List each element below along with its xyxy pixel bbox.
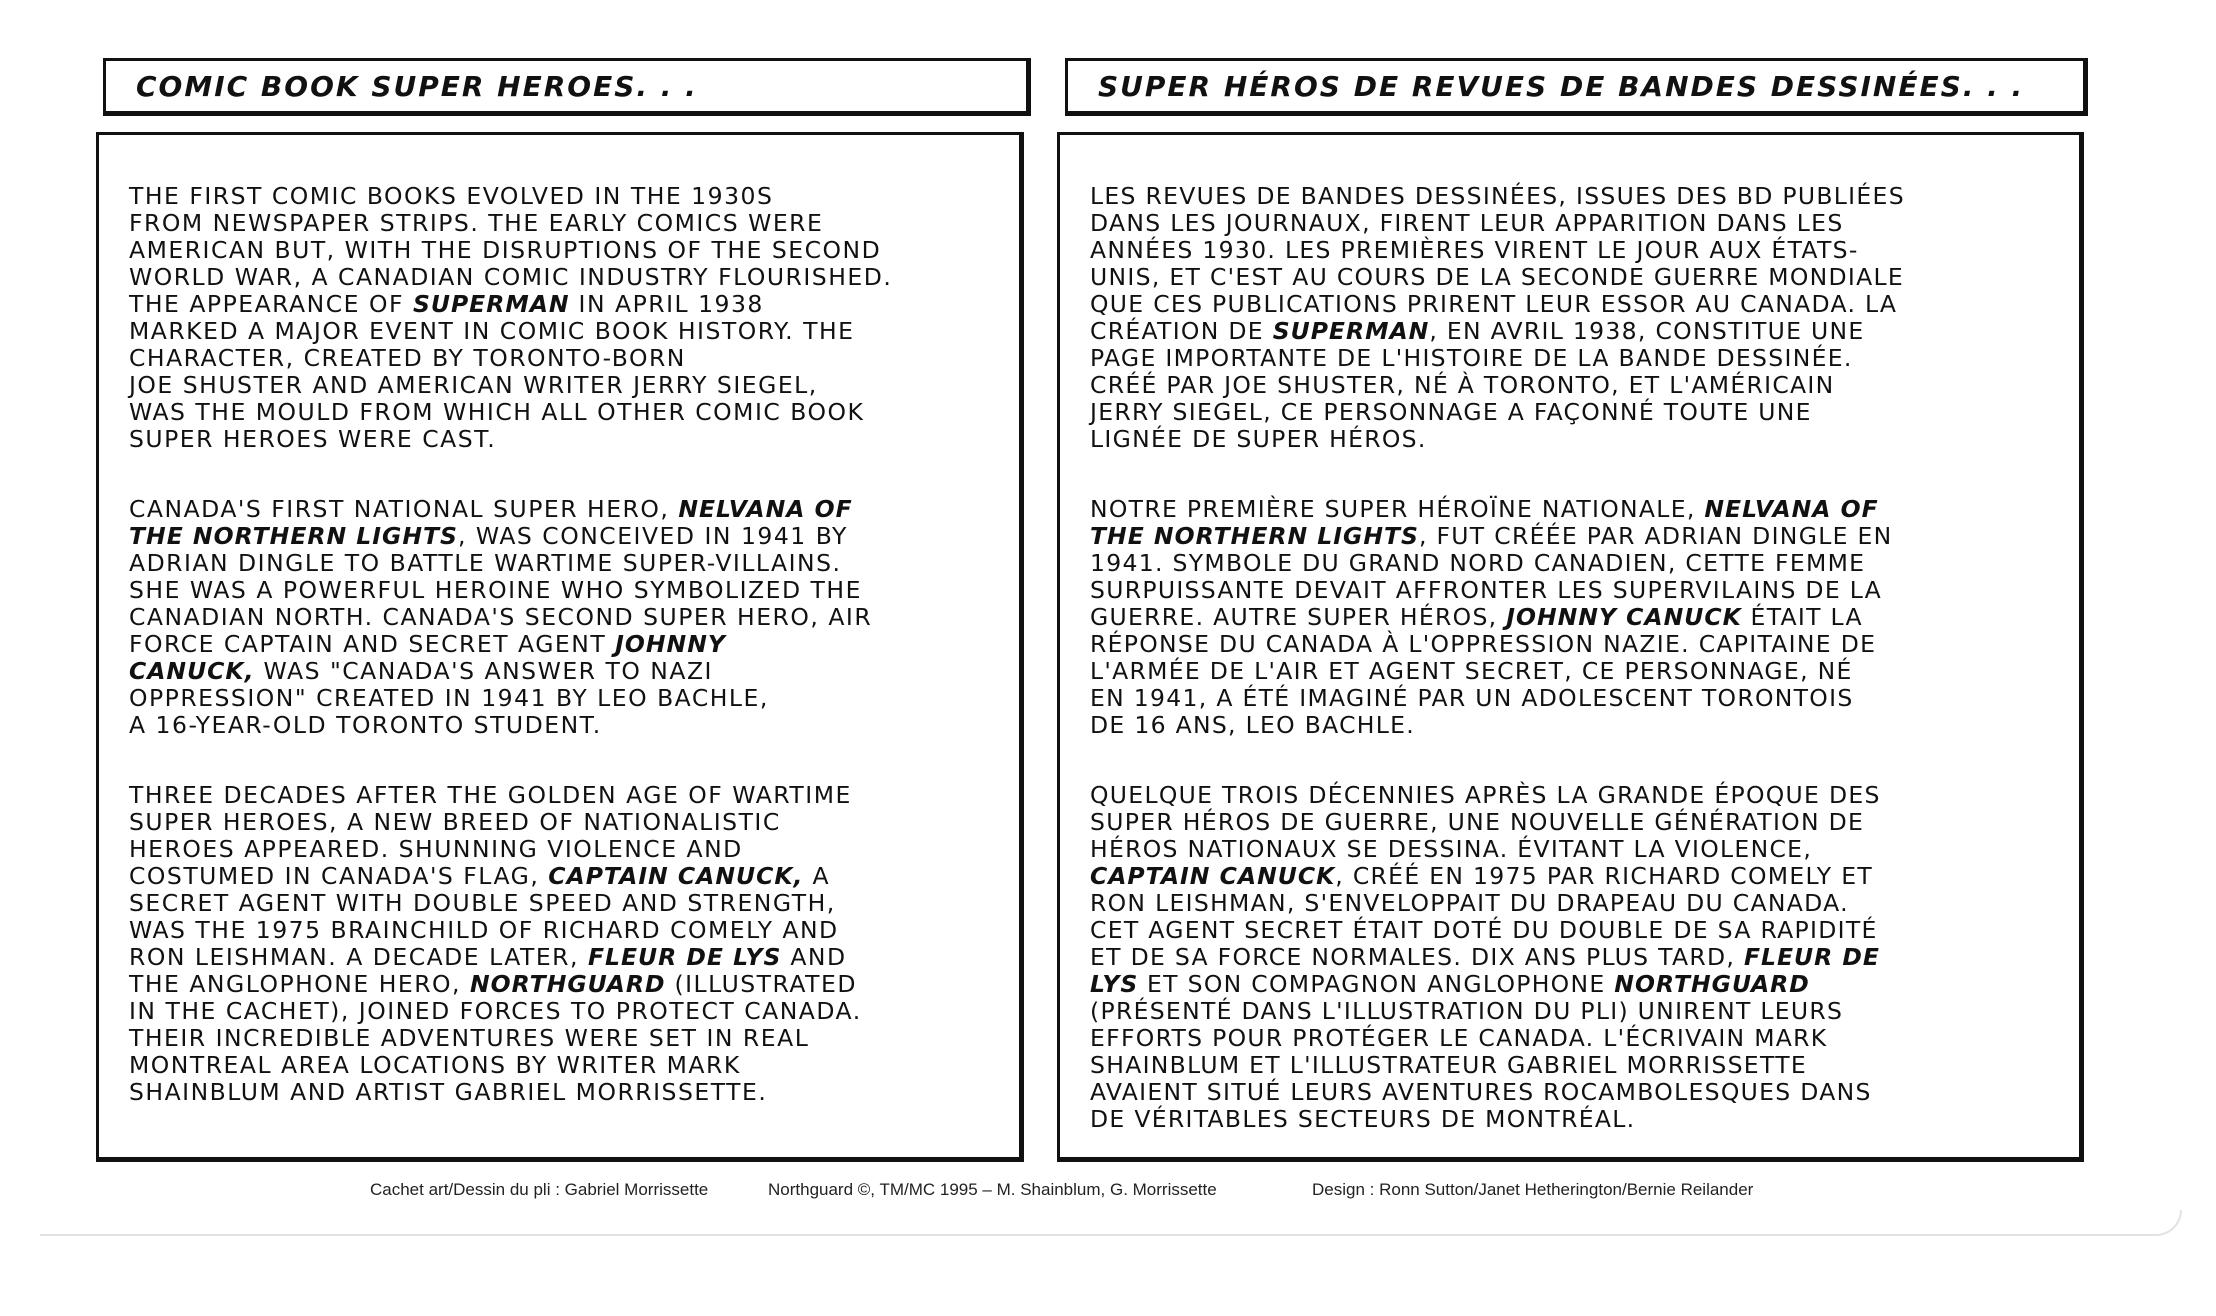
paragraph-text: LES REVUES DE BANDES DESSINÉES, ISSUES DES BD PUBLIÉES DANS LES JOURNAUX, FIRENT LEUR APPARITION DANS LES ANNÉES 1930. LES PREMIÈRES VIRENT LE JOUR AUX ÉTATS- UNIS, ET C'EST AU COURS DE LA SECONDE GUERRE MONDIALE QUE CES PUBLICATIONS PRIRENT LEUR ESSOR AU CANADA. LA CRÉATION DE <box>1090 182 1905 345</box>
hero-name: JOHNNY CANUCK, <box>129 630 726 685</box>
french-paragraph <box>1090 183 2051 453</box>
french-text-box <box>1057 132 2084 1162</box>
hero-name: NELVANA OF THE NORTHERN LIGHTS <box>129 495 853 550</box>
design-credit: Design : Ronn Sutton/Janet Hetherington/Bernie Reilander <box>1312 1180 1754 1199</box>
paragraph-text: NOTRE PREMIÈRE SUPER HÉROÏNE NATIONALE, <box>1090 495 1705 523</box>
paragraph-text: , CRÉÉ EN 1975 PAR RICHARD COMELY ET RON LEISHMAN, S'ENVELOPPAIT DU DRAPEAU DU CANADA. CET AGENT SECRET ÉTAIT DOTÉ DU DOUBLE DE SA RAPIDITÉ ET DE SA FORCE NORMALES. DIX ANS PLUS TARD, <box>1090 862 1878 971</box>
paragraph-text: THREE DECADES AFTER THE GOLDEN AGE OF WARTIME SUPER HEROES, A NEW BREED OF NATIONALISTIC HEROES APPEARED. SHUNNING VIOLENCE AND COSTUMED IN CANADA'S FLAG, <box>129 781 852 890</box>
hero-name: CAPTAIN CANUCK <box>1090 862 1336 890</box>
paragraph-text: , WAS CONCEIVED IN 1941 BY ADRIAN DINGLE TO BATTLE WARTIME SUPER-VILLAINS. SHE WAS A POWERFUL HEROINE WHO SYMBOLIZED THE CANADIAN NORTH. CANADA'S SECOND SUPER HERO, AIR FORCE CAPTAIN AND SECRET AGENT <box>129 522 873 658</box>
paragraph-text: ET SON COMPAGNON ANGLOPHONE <box>1138 970 1615 998</box>
paragraph-text: IN APRIL 1938 MARKED A MAJOR EVENT IN COMIC BOOK HISTORY. THE CHARACTER, CREATED BY TORONTO-BORN JOE SHUSTER AND AMERICAN WRITER JERRY SIEGEL, WAS THE MOULD FROM WHICH ALL OTHER COMIC BOOK SUPER HEROES WERE CAST. <box>129 290 865 453</box>
copyright-credit: Northguard ©, TM/MC 1995 – M. Shainblum, G. Morrissette <box>768 1180 1217 1199</box>
english-paragraph <box>129 183 991 453</box>
paragraph-text: CANADA'S FIRST NATIONAL SUPER HERO, <box>129 495 679 523</box>
english-title-box <box>103 58 1031 116</box>
english-text-box <box>96 132 1024 1162</box>
paragraph-text: ÉTAIT LA RÉPONSE DU CANADA À L'OPPRESSION NAZIE. CAPITAINE DE L'ARMÉE DE L'AIR ET AGENT SECRET, CE PERSONNAGE, NÉ EN 1941, A ÉTÉ IMAGINÉ PAR UN ADOLESCENT TORONTOIS DE 16 ANS, LEO BACHLE. <box>1090 603 1877 739</box>
hero-name: FLEUR DE LYS <box>587 943 782 971</box>
paragraph-text: AND THE ANGLOPHONE HERO, <box>129 943 847 998</box>
hero-name: CAPTAIN CANUCK, <box>548 862 804 890</box>
hero-name: NORTHGUARD <box>469 970 666 998</box>
hero-name: SUPERMAN <box>1272 317 1430 345</box>
hero-name: NORTHGUARD <box>1614 970 1810 998</box>
paragraph-text: WAS "CANADA'S ANSWER TO NAZI OPPRESSION" CREATED IN 1941 BY LEO BACHLE, A 16-YEAR-OLD TORONTO STUDENT. <box>129 657 769 739</box>
sheet-edge <box>40 1210 2182 1236</box>
paragraph-text: THE FIRST COMIC BOOKS EVOLVED IN THE 1930S FROM NEWSPAPER STRIPS. THE EARLY COMICS WERE AMERICAN BUT, WITH THE DISRUPTIONS OF THE SECOND WORLD WAR, A CANADIAN COMIC INDUSTRY FLOURISHED. THE APPEARANCE OF <box>129 182 893 318</box>
hero-name: NELVANA OF THE NORTHERN LIGHTS <box>1090 495 1879 550</box>
french-paragraph <box>1090 782 2051 1133</box>
paragraph-text: (ILLUSTRATED IN THE CACHET), JOINED FORCES TO PROTECT CANADA. THEIR INCREDIBLE ADVENTURES WERE SET IN REAL MONTREAL AREA LOCATIONS BY WRITER MARK SHAINBLUM AND ARTIST GABRIEL MORRISSETTE. <box>129 970 862 1106</box>
english-paragraph <box>129 496 991 739</box>
paragraph-text: QUELQUE TROIS DÉCENNIES APRÈS LA GRANDE ÉPOQUE DES SUPER HÉROS DE GUERRE, UNE NOUVELLE GÉNÉRATION DE HÉROS NATIONAUX SE DESSINA. ÉVITANT LA VIOLENCE, <box>1090 781 1881 863</box>
hero-name: SUPERMAN <box>412 290 570 318</box>
paragraph-text: (PRÉSENTÉ DANS L'ILLUSTRATION DU PLI) UNIRENT LEURS EFFORTS POUR PROTÉGER LE CANADA. L'ÉCRIVAIN MARK SHAINBLUM ET L'ILLUSTRATEUR GABRIEL MORRISSETTE AVAIENT SITUÉ LEURS AVENTURES ROCAMBOLESQUES DANS DE VÉRITABLES SECTEURS DE MONTRÉAL. <box>1090 997 1872 1133</box>
french-title: SUPER HÉROS DE REVUES DE BANDES DESSINÉES. . . <box>1098 69 2025 103</box>
french-paragraph <box>1090 496 2051 739</box>
english-title: COMIC BOOK SUPER HEROES. . . <box>136 69 698 103</box>
hero-name: FLEUR DE LYS <box>1090 943 1880 998</box>
hero-name: JOHNNY CANUCK <box>1506 603 1742 631</box>
paragraph-text: , FUT CRÉÉE PAR ADRIAN DINGLE EN 1941. SYMBOLE DU GRAND NORD CANADIEN, CETTE FEMME SURPUISSANTE DEVAIT AFFRONTER LES SUPERVILAINS DE LA GUERRE. AUTRE SUPER HÉROS, <box>1090 522 1893 631</box>
paragraph-text: , EN AVRIL 1938, CONSTITUE UNE PAGE IMPORTANTE DE L'HISTOIRE DE LA BANDE DESSINÉE. CRÉÉ PAR JOE SHUSTER, NÉ À TORONTO, ET L'AMÉRICAIN JERRY SIEGEL, CE PERSONNAGE A FAÇONNÉ TOUTE UNE LIGNÉE DE SUPER HÉROS. <box>1090 317 1865 453</box>
french-title-box <box>1065 58 2088 116</box>
english-paragraph <box>129 782 991 1106</box>
cachet-credit: Cachet art/Dessin du pli : Gabriel Morrissette <box>370 1180 709 1199</box>
paragraph-text: A SECRET AGENT WITH DOUBLE SPEED AND STRENGTH, WAS THE 1975 BRAINCHILD OF RICHARD COMELY AND RON LEISHMAN. A DECADE LATER, <box>129 862 839 971</box>
